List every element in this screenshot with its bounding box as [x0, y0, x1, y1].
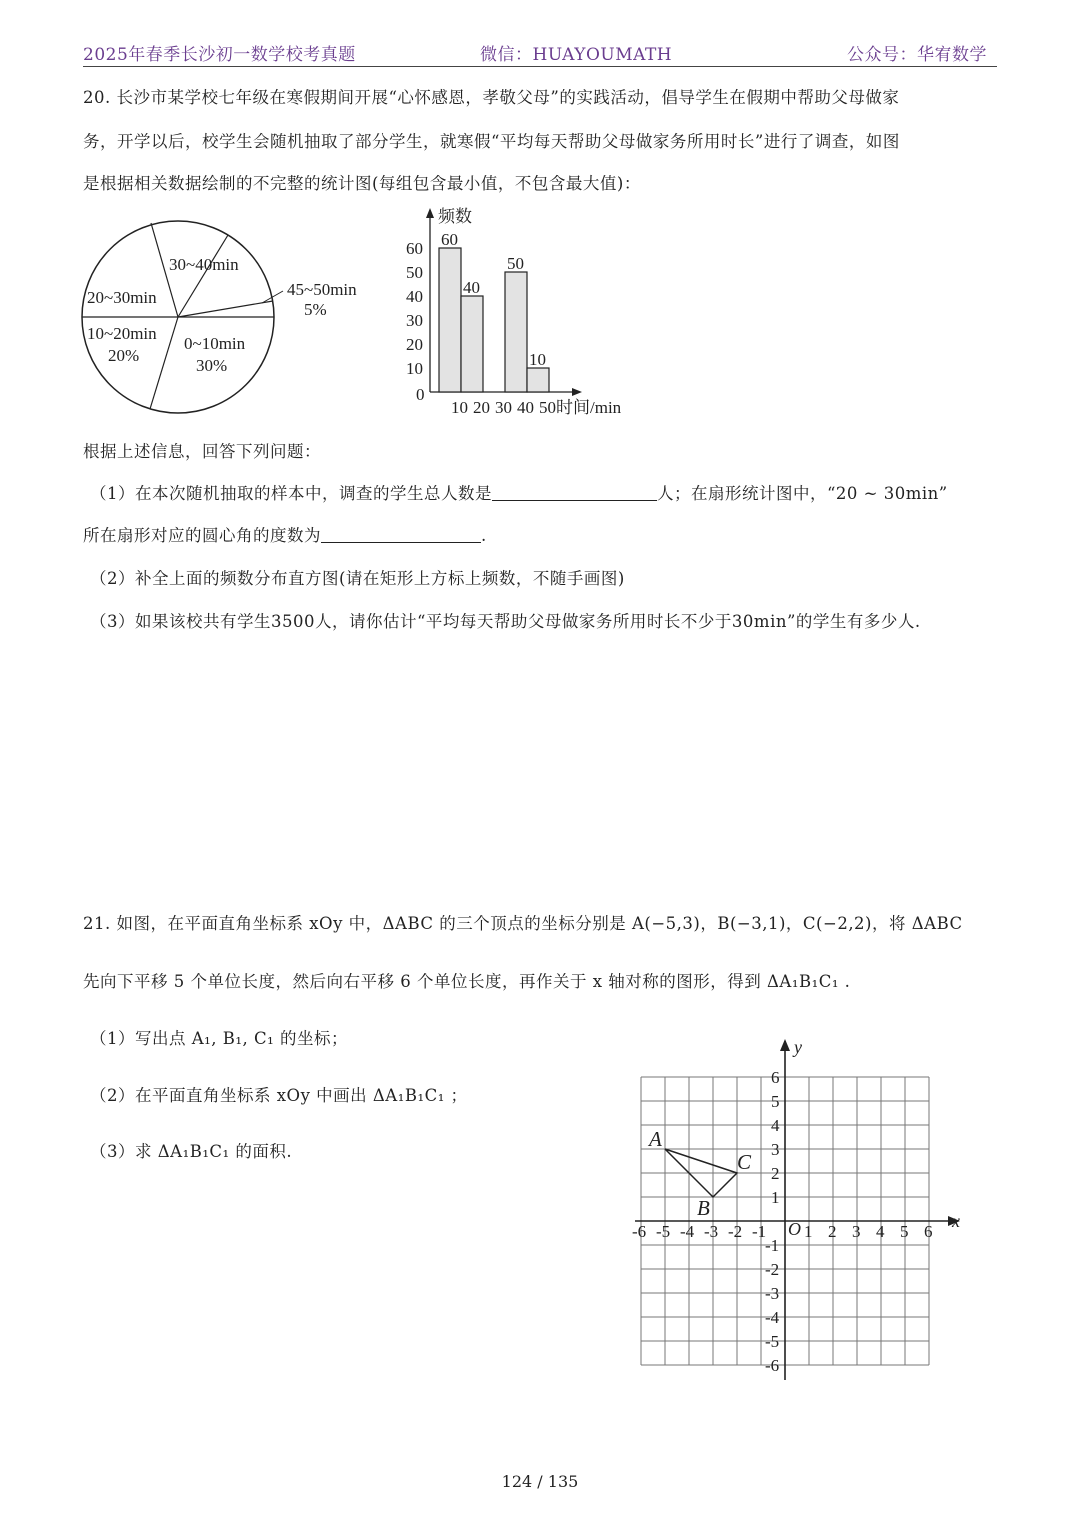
header-title: 2025年春季长沙初一数学校考真题 — [83, 45, 356, 65]
answer-blank-total[interactable] — [492, 484, 657, 501]
y-tick-label: -1 — [765, 1236, 780, 1255]
y-tick-label: 20 — [406, 335, 423, 354]
y-tick-label: 5 — [771, 1092, 780, 1111]
q21-sub1: （1）写出点 A₁, B₁, C₁ 的坐标； — [90, 1029, 348, 1048]
vertex-label: C — [737, 1150, 752, 1174]
page-header — [83, 38, 997, 67]
q20-sub1-cont — [83, 522, 487, 546]
pie-label: 0~10min — [184, 334, 246, 353]
x-axis-arrow — [572, 388, 582, 396]
q20-line1: 20. 长沙市某学校七年级在寒假期间开展“心怀感恩，孝敬父母”的实践活动，倡导学生在假期中帮助父母做家 — [83, 88, 900, 107]
bar-value-label: 50 — [507, 254, 524, 273]
q20-sub1 — [90, 480, 948, 504]
pie-divider — [178, 301, 273, 317]
x-tick-label: 50 — [539, 398, 556, 417]
y-tick-label: 3 — [771, 1140, 780, 1159]
x-tick-label: -2 — [728, 1222, 743, 1241]
q20-sub1-text-d: . — [481, 526, 487, 545]
pie-label: 20~30min — [87, 288, 157, 307]
y-tick-label: 10 — [406, 359, 423, 378]
x-tick-label: 2 — [828, 1222, 837, 1241]
x-tick-label: 5 — [900, 1222, 909, 1241]
histogram-bar — [505, 272, 527, 392]
pie-chart — [78, 215, 378, 420]
q20-sub1-text-a: （1）在本次随机抽取的样本中，调查的学生总人数是 — [90, 484, 492, 503]
y-tick-label: 2 — [771, 1164, 780, 1183]
q20-sub2: （2）补全上面的频数分布直方图(请在矩形上方标上频数，不随手画图) — [90, 569, 625, 588]
x-tick-label: 40 — [517, 398, 534, 417]
bar-value-label: 10 — [529, 350, 546, 369]
answer-blank-angle[interactable] — [321, 526, 481, 543]
bar-value-label: 60 — [441, 230, 458, 249]
x-tick-label: 6 — [924, 1222, 933, 1241]
y-axis-arrow — [426, 208, 434, 218]
q21-line2: 先向下平移 5 个单位长度，然后向右平移 6 个单位长度，再作关于 x 轴对称的图形，得到 ΔA₁B₁C₁ . — [83, 972, 851, 991]
y-tick-label: -6 — [765, 1356, 780, 1375]
q21-sub3: （3）求 ΔA₁B₁C₁ 的面积. — [90, 1142, 293, 1161]
pie-value: 5% — [304, 300, 327, 319]
q20-sub3: （3）如果该校共有学生3500人，请你估计“平均每天帮助父母做家务所用时长不少于30min”的学生有多少人. — [90, 612, 921, 631]
y-tick-label: -4 — [765, 1308, 780, 1327]
x-tick-label: 4 — [876, 1222, 885, 1241]
x-tick-label: 10 — [451, 398, 468, 417]
x-axis-title: 时间/min — [556, 398, 622, 417]
header-wechat: 微信：HUAYOUMATH — [480, 45, 673, 65]
x-tick-label: -5 — [656, 1222, 671, 1241]
x-axis-title: x — [952, 1211, 960, 1231]
histogram — [398, 200, 638, 422]
y-tick-label: -5 — [765, 1332, 780, 1351]
q20-line3: 是根据相关数据绘制的不完整的统计图(每组包含最小值，不包含最大值)： — [83, 174, 641, 193]
q20-intro: 根据上述信息，回答下列问题： — [83, 442, 321, 461]
y-tick-label: 40 — [406, 287, 423, 306]
q20-line2: 务，开学以后，校学生会随机抽取了部分学生，就寒假“平均每天帮助父母做家务所用时长”进行了调查，如图 — [83, 132, 900, 151]
coordinate-grid — [630, 1035, 980, 1390]
y-tick-label: -2 — [765, 1260, 780, 1279]
pie-divider — [178, 235, 228, 317]
x-tick-label: 30 — [495, 398, 512, 417]
x-tick-label: 20 — [473, 398, 490, 417]
x-tick-label: -6 — [632, 1222, 647, 1241]
x-tick-label: -4 — [680, 1222, 695, 1241]
pie-label: 45~50min — [287, 280, 357, 299]
page-number: 124 / 135 — [501, 1472, 579, 1491]
y-axis-arrow — [780, 1039, 790, 1051]
header-account: 公众号：华宥数学 — [847, 45, 987, 65]
q21-sub2: （2）在平面直角坐标系 xOy 中画出 ΔA₁B₁C₁ ； — [90, 1086, 468, 1105]
histogram-bar — [527, 368, 549, 392]
origin-label: O — [788, 1219, 801, 1239]
q20-sub1-text-c: 所在扇形对应的圆心角的度数为 — [83, 526, 321, 545]
x-tick-label: -3 — [704, 1222, 719, 1241]
x-tick-label: -1 — [752, 1222, 767, 1241]
vertex-label: B — [697, 1196, 710, 1220]
pie-value: 30% — [196, 356, 228, 375]
q20-sub1-text-b: 人；在扇形统计图中，“20 ~ 30min” — [657, 484, 948, 503]
histogram-bar — [461, 296, 483, 392]
bar-value-label: 40 — [463, 278, 480, 297]
y-tick-label: 4 — [771, 1116, 780, 1135]
y-tick-label: 6 — [771, 1068, 780, 1087]
origin-label: 0 — [416, 385, 425, 404]
y-axis-title: 频数 — [438, 207, 472, 226]
y-tick-label: 50 — [406, 263, 423, 282]
pie-label: 10~20min — [87, 324, 157, 343]
x-tick-label: 1 — [804, 1222, 813, 1241]
histogram-bar — [439, 248, 461, 392]
pie-label: 30~40min — [169, 255, 239, 274]
pie-value: 20% — [108, 346, 140, 365]
y-tick-label: 1 — [771, 1188, 780, 1207]
y-tick-label: -3 — [765, 1284, 780, 1303]
y-tick-label: 30 — [406, 311, 423, 330]
x-tick-label: 3 — [852, 1222, 861, 1241]
y-axis-title: y — [794, 1037, 802, 1057]
vertex-label: A — [649, 1127, 662, 1151]
y-tick-label: 60 — [406, 239, 423, 258]
q21-line1: 21. 如图，在平面直角坐标系 xOy 中，ΔABC 的三个顶点的坐标分别是 A(−5,3)，B(−3,1)，C(−2,2)，将 ΔABC — [83, 914, 963, 933]
